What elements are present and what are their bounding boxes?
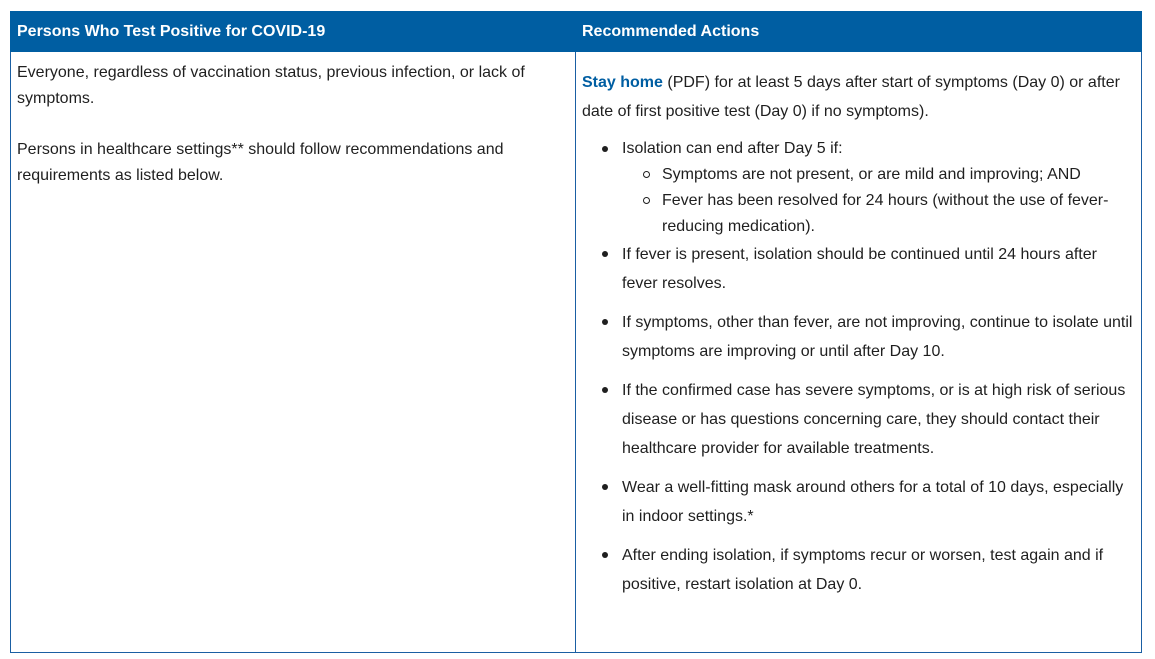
bullet-icon <box>602 251 608 257</box>
list-item-text: If symptoms, other than fever, are not improving, continue to isolate until symptoms are improving or until after Day 10. <box>622 314 1133 360</box>
stay-home-text: (PDF) for at least 5 days after start of symptoms (Day 0) or after date of first positive test (Day 0) if no symptoms). <box>582 74 1120 120</box>
circle-bullet-icon <box>643 171 650 178</box>
list-item <box>622 376 1135 463</box>
persons-healthcare-text: Persons in healthcare settings** should follow recommendations and requirements as listed below. <box>17 141 504 184</box>
list-item <box>622 473 1135 531</box>
bullet-icon <box>602 387 608 393</box>
header-recommended-actions: Recommended Actions <box>576 12 1142 52</box>
persons-everyone-text: Everyone, regardless of vaccination status, previous infection, or lack of symptoms. <box>17 64 525 107</box>
sub-list-item-text: Fever has been resolved for 24 hours (without the use of fever-reducing medication). <box>662 192 1109 235</box>
table-row <box>11 52 1142 653</box>
recommendations-table <box>10 11 1142 653</box>
list-item <box>622 541 1135 599</box>
bullet-icon <box>602 319 608 325</box>
bullet-icon <box>602 146 608 152</box>
guidance-table-wrapper <box>10 11 1141 653</box>
list-item-text: If fever is present, isolation should be continued until 24 hours after fever resolves. <box>622 246 1097 292</box>
list-item-text: Wear a well-fitting mask around others for a total of 10 days, especially in indoor settings.* <box>622 479 1124 525</box>
table-header-row <box>11 12 1142 52</box>
header-persons: Persons Who Test Positive for COVID-19 <box>11 12 576 52</box>
sub-list-item <box>662 162 1135 188</box>
list-item <box>622 136 1135 240</box>
sub-list-item <box>662 188 1135 240</box>
isolation-conditions-list <box>622 162 1135 240</box>
list-item <box>622 308 1135 366</box>
actions-cell <box>576 52 1142 653</box>
persons-cell <box>11 52 576 653</box>
list-item <box>622 240 1135 298</box>
actions-list <box>582 136 1135 599</box>
list-item-text: Isolation can end after Day 5 if: <box>622 140 843 157</box>
bullet-icon <box>602 484 608 490</box>
stay-home-link[interactable]: Stay home <box>582 74 663 91</box>
bullet-icon <box>602 552 608 558</box>
list-item-text: After ending isolation, if symptoms recur or worsen, test again and if positive, restart isolation at Day 0. <box>622 547 1104 593</box>
circle-bullet-icon <box>643 197 650 204</box>
list-item-text: If the confirmed case has severe symptoms, or is at high risk of serious disease or has questions concerning care, they should contact their healthcare provider for available treatments. <box>622 382 1126 457</box>
stay-home-paragraph <box>582 68 1135 126</box>
sub-list-item-text: Symptoms are not present, or are mild and improving; AND <box>662 166 1081 183</box>
